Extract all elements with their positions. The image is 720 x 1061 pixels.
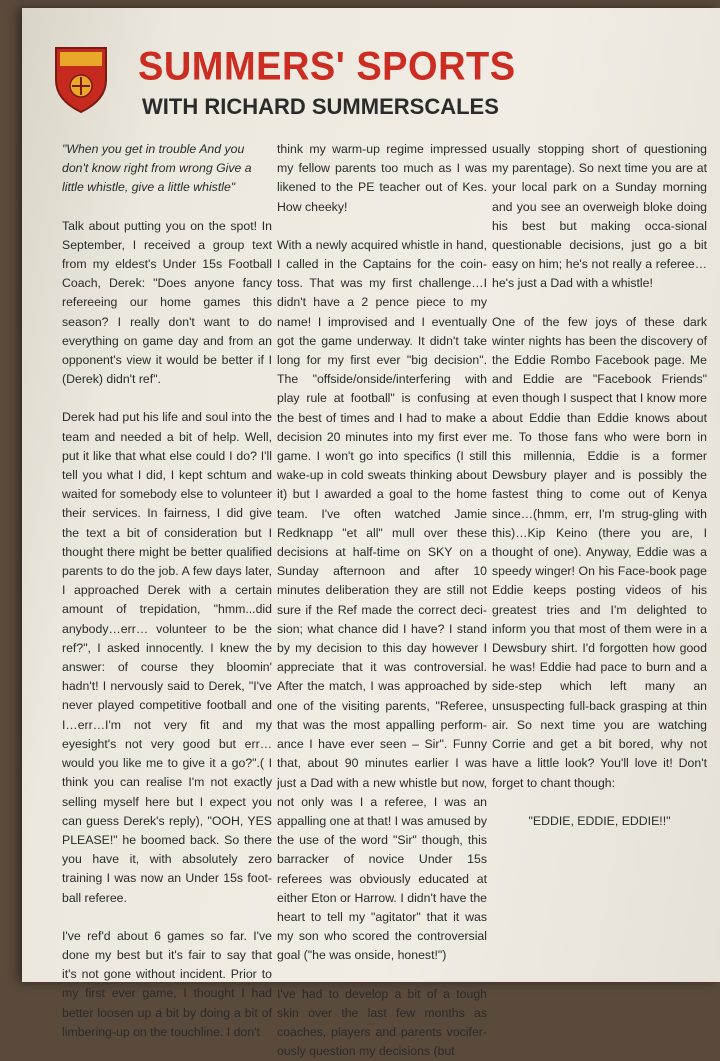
page-subtitle: WITH RICHARD SUMMERSCALES bbox=[142, 94, 499, 119]
article-header bbox=[52, 42, 692, 132]
magazine-page bbox=[22, 8, 720, 1059]
paragraph: think my warm-up regime impressed my fellow parents too much as I was likened to the PE teacher out of Kes. How cheeky! bbox=[277, 142, 487, 214]
closing-chant: "EDDIE, EDDIE, EDDIE!!" bbox=[528, 813, 671, 828]
paragraph: One of the few joys of these dark winter nights has been the discovery of the Eddie Rombo Facebook page. Me and Eddie are "Facebook Friends" even though I suspect that I know more about Eddie than Eddie knows about me. To those fans who were born in this millennia, Eddie is a former Dewsbury player and is possibly the fastest thing to come out of Kenya since…(hmm, err, I'm strug-gling with this)…Kip Keino (there you are, I thought of one). Anyway, Eddie was a speedy winger! On his Face-book page Eddie keeps posting videos of his greatest tries and I'm delighted to inform you that most of them were in a Dewsbury shirt. I'd forgotten how good he was! Eddie had pace to burn and a side-step which left many an unsuspecting full-back grasping at thin air. So next time you are watching Corrie and get a bit bored, why not have a little look? You'll love it! Don't forget to chant though: bbox=[492, 314, 707, 790]
page-title: SUMMERS' SPORTS bbox=[138, 44, 516, 90]
opening-quote: "When you get in trouble And you don't know right from wrong Give a little whistle, give a little whistle" bbox=[62, 142, 252, 195]
paragraph: I've had to develop a bit of a tough skin over the last few months as coaches, players and parents vocifer-ously question my decisions (but bbox=[277, 986, 487, 1059]
paragraph: usually stopping short of questioning my parentage). So next time you are at your local park on a Sunday morning and you see an overweigh bloke doing his best but making occa-sional questionable decisions, just go a bit easy on him; he's not really a referee…he's just a Dad with a whistle! bbox=[492, 142, 707, 291]
column-3 bbox=[492, 140, 707, 980]
shield-crest-icon bbox=[52, 42, 110, 114]
paragraph: I've ref'd about 6 games so far. I've done my best but it's fair to say that it's not gone without incident. Prior to my first ever game, I thought I had better loosen up a bit by doing a bit of limbering-up on the touchline. I don't bbox=[62, 928, 272, 1039]
column-1 bbox=[62, 140, 272, 1039]
paragraph: With a newly acquired whistle in hand, I called in the Captains for the coin-toss. That was my first challenge…I didn't have a 2 pence piece to my name! I improvised and I eventually got the game underway. It didn't take long for my first ever "big decision". The "offside/onside/interfering with play rule at football" is confusing at the best of times and I had to make a decision 20 minutes into my first ever game. I won't go into specifics (I still wake-up in cold sweats thinking about it) but I awarded a goal to the home team. I've often watched Jamie Redknapp "et all" mull over these decisions at half-time on SKY on a Sunday afternoon and after 10 minutes deliberation they are still not sure if the Ref made the correct deci-sion; what chance did I have? I stand by my decision to this day however I appreciate that it was controversial. After the match, I was approached by one of the visiting parents, "Referee, that was the most appalling perform-ance I have ever seen – Sir". Funny that, about 90 minutes earlier I was just a Dad with a new whistle but now, not only was I a referee, I was an appalling one at that! I was amused by the use of the word "Sir" though, this barracker of novice Under 15s referees was obviously educated at either Eton or Harrow. I didn't have the heart to tell my "agitator" that it was my son who scored the controversial goal ("he was onside, honest!") bbox=[277, 237, 487, 963]
paragraph: Derek had put his life and soul into the team and needed a bit of help. Well, put it like that what else could I do? I'll tell you what I did, I kept schtum and waited for somebody else to volunteer their services. In fairness, I did give the text a bit of consideration but I thought there might be better qualified parents to do the job. A few days later, I approached Derek with a certain amount of trepidation, "hmm...did anybody…err… volunteer to be the ref?", I asked innocently. I knew the answer: of course they bloomin' hadn't! I nervously said to Derek, "I've never played competitive football and I…err…I'm not very fit and my eyesight's not very good but err… would you like me to give it a go?".( I think you can realise I'm not exactly selling myself here but I expect you can guess Derek's reply), "OOH, YES PLEASE!" he boomed back. So there you have it, with absolutely zero training I was now an Under 15s foot-ball referee. bbox=[62, 410, 272, 905]
column-2 bbox=[277, 140, 487, 1059]
paragraph: Talk about putting you on the spot! In September, I received a group text from my eldest's Under 15s Football Coach, Derek: "Does anyone fancy refereeing our home games this season? I really don't want to do everything on game day and from an opponent's view it would be better if I (Derek) didn't ref". bbox=[62, 218, 272, 387]
